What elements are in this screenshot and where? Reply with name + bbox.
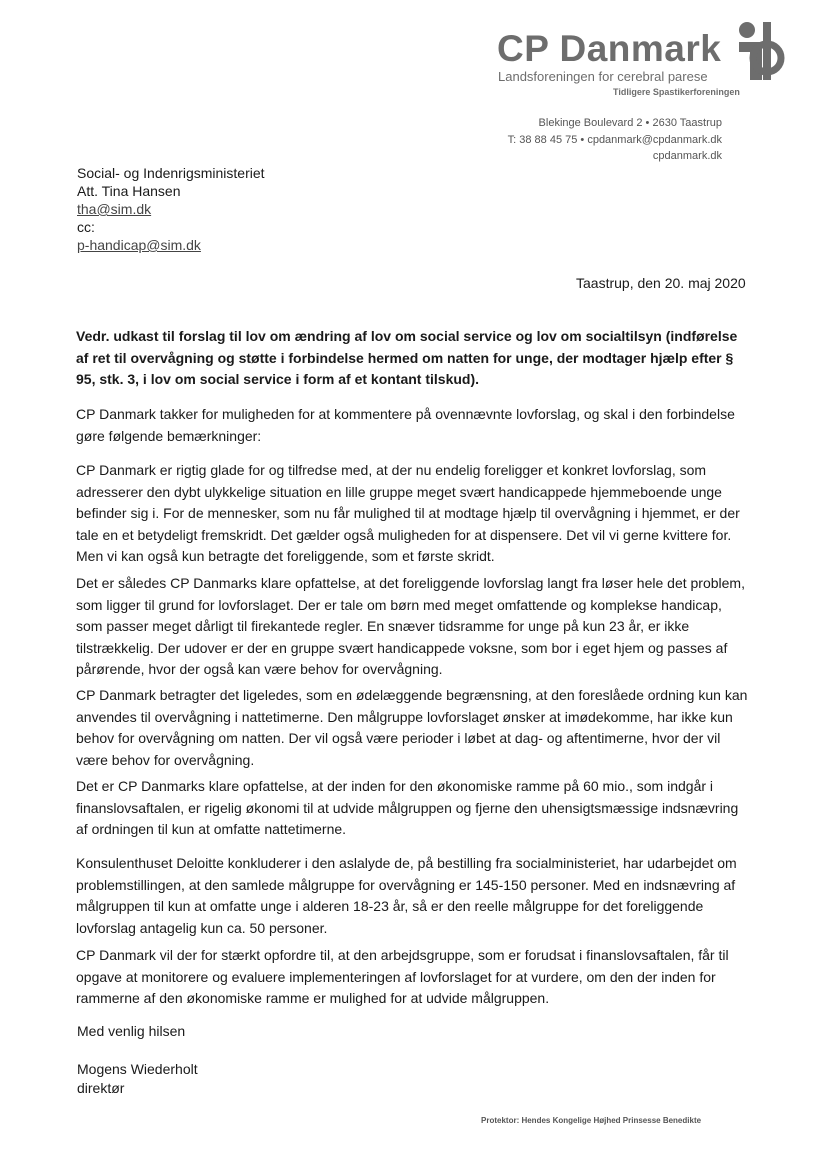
signer-name: Mogens Wiederholt — [77, 1061, 198, 1077]
org-contact: T: 38 88 45 75 • cpdanmark@cpdanmark.dk — [507, 134, 722, 146]
cc-email-link[interactable]: p-handicap@sim.dk — [77, 237, 201, 253]
cp-logo-icon — [736, 18, 786, 80]
letter-date: Taastrup, den 20. maj 2020 — [576, 275, 746, 291]
body-paragraph: Det er således CP Danmarks klare opfattelse, at det foreliggende lovforslag langt fra løser hele det problem, som ligger til grund for lovforslaget. Der er tale om børn med meget omfattende og komplekse handicap, som passer meget dårligt til firekantede regler. En snæver tidsramme for unge på kun 23 år, er ikke tilstrækkelig. Der udover er der en gruppe svært handicappede voksne, som bor i eget hjem og passes af pårørende, hvor der også kan være behov for overvågning. — [76, 575, 745, 677]
recipient-ministry: Social- og Indenrigsministeriet — [77, 165, 265, 181]
org-logo-name: CP Danmark — [497, 28, 722, 69]
body-paragraph: CP Danmark er rigtig glade for og tilfredse med, at der nu endelig foreligger et konkret lovforslag, som adresserer den dybt ulykkelige situation en lille gruppe meget svært handicappede hjemmeboende unge befinder sig i. For de mennesker, som nu får mulighed til at modtage hjælp til overvågning i hjemmet, er der tale en et betydeligt fremskridt. Det gælder også muligheden for at dispensere. Det vil vi gerne kvittere for. Men vi kan også kun betragte det foreliggende, som et første skridt. — [76, 462, 740, 564]
org-former-name: Tidligere Spastikerforeningen — [613, 87, 740, 97]
body-paragraph: Det er CP Danmarks klare opfattelse, at der inden for den økonomiske ramme på 60 mio., som indgår i finanslovsaftalen, er rigelig økonomi til at udvide målgruppen og fjerne den uhensigtsmæssige indsnævring af ordningen til kun at omfatte nattetimerne. — [76, 778, 739, 837]
recipient-email-link[interactable]: tha@sim.dk — [77, 201, 152, 217]
body-paragraph: CP Danmark betragter det ligeledes, som en ødelæggende begrænsning, at den foreslåede ordning kun kan anvendes til overvågning i nattetimerne. Den målgruppe lovforslaget ønsker at imødekomme, har ikke kun behov for overvågning om natten. Der vil også være perioder i løbet at dag- og aftentimerne, hvor der vil være behov for overvågning. — [76, 687, 748, 768]
body-paragraph: CP Danmark vil der for stærkt opfordre til, at den arbejdsgruppe, som er forudsat i finanslovsaftalen, får til opgave at monitorere og evaluere implementeringen af lovforslaget for at vurdere, om den der inden for rammerne af den økonomiske ramme er mulighed for at udvide målgruppen. — [76, 947, 729, 1006]
closing-greeting: Med venlig hilsen — [77, 1023, 186, 1039]
body-paragraph: Konsulenthuset Deloitte konkluderer i den aslalyde de, på bestilling fra socialministeriet, har udarbejdet om problemstillingen, at den samlede målgruppe for overvågning er 145-150 personer. Med en indsnævring af målgruppen til kun at omfatte unge i alderen 18-23 år, så er den reelle målgruppe for det foreliggende lovforslag antagelig kun ca. 50 personer. — [76, 855, 737, 936]
org-website[interactable]: cpdanmark.dk — [652, 150, 722, 162]
footer-patron: Protektor: Hendes Kongelige Højhed Prinsesse Benedikte — [481, 1116, 702, 1125]
org-subtitle: Landsforeningen for cerebral parese — [498, 69, 708, 84]
cc-label: cc: — [77, 219, 95, 235]
org-address: Blekinge Boulevard 2 • 2630 Taastrup — [538, 117, 722, 129]
recipient-attention: Att. Tina Hansen — [77, 183, 181, 199]
letter-subject: Vedr. udkast til forslag til lov om ændring af lov om social service og lov om socialtilsyn (indførelse af ret til overvågning og støtte i forbindelse hermed om natten for unge, der modtager hjælp efter § 95, stk. 3, i lov om social service i form af et kontant tilskud). — [76, 328, 738, 387]
body-paragraph: CP Danmark takker for muligheden for at kommentere på ovennævnte lovforslag, og skal i den forbindelse gøre følgende bemærkninger: — [76, 406, 735, 444]
signer-title: direktør — [77, 1080, 125, 1096]
